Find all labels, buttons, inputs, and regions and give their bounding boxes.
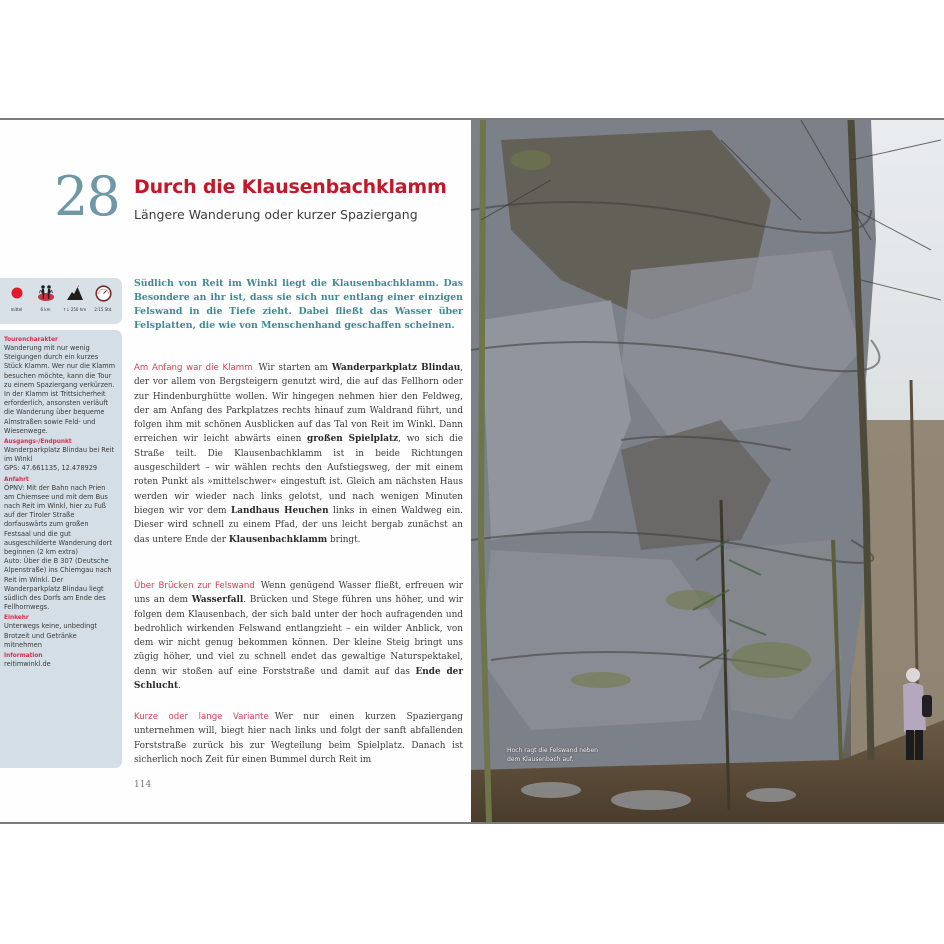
photo-rock-wall xyxy=(471,120,944,822)
info-website-link[interactable]: reitimwinkl.de xyxy=(4,660,51,669)
rock-wall-photo-illustration xyxy=(471,120,944,822)
hikers-icon xyxy=(37,284,55,302)
left-page xyxy=(0,120,471,822)
section-heading: Am Anfang war die Klamm xyxy=(134,363,253,373)
info-anfahrt: Anfahrt ÖPNV: Mit der Bahn nach Prien am Chiemsee und mit dem Bus nach Reit im Winkl, hier zu Fuß auf der Tiroler Straße dorfauswärts zum großen Festsaal und die gut ausgeschilderte Wanderung dort beginnen (2 km extra) Auto: Über die B 307 (Deutsche Alpenstraße) ins Chiemgau nach Reit im Winkl. Der Wanderparkplatz Blindau liegt südlich des Dorfs am Ende des Fellhornwegs. xyxy=(4,476,112,612)
tour-title: Durch die Klausenbachklamm xyxy=(134,176,447,198)
highlighted-place: Klausenbachklamm xyxy=(228,534,328,545)
book-spread xyxy=(0,118,944,824)
info-information: Information reitimwinkl.de xyxy=(4,652,116,669)
info-einkehr: Einkehr Unterwegs keine, unbedingt Brotzeit und Getränke mitnehmen xyxy=(4,615,97,649)
info-box xyxy=(0,330,122,768)
section-am-anfang: Am Anfang war die Klamm Wir starten am Wanderparkplatz Blindau, der vor allem von Bergsteigern genutzt wird, die auf das Fellhorn oder zur Hindenburghütte wollen. Wir hingegen nehmen hier den Feldweg, der am Anfang des Parkplatzes rechts hinauf zum Waldrand führt, und folgen ihm mit schönen Ausblicken auf das Tal von Reit im Winkl. Dann erreichen wir leicht abwärts einen großen Spielplatz, wo sich die Straße teilt. Die Klausenbachklamm ist in beide Richtungen ausgeschildert – wir wählen rechts den Aufstiegsweg, der mit einem roten Punkt als »mittelschwer« eingestuft ist. Gleich am nächsten Haus werden wir wieder nach links gelotst, und nach wenigen Minuten biegen wir vor dem Landhaus Heuchen links in einen Waldweg ein. Dieser wird schnell zu einem Pfad, der uns leicht bergab zunächst an das untere Ende der Klausenbachklamm bringt. xyxy=(134,363,464,545)
stat-ascent: ↑↓ 250 hm xyxy=(61,284,89,312)
highlighted-place: großen Spielplatz xyxy=(307,434,399,445)
info-start-end: Ausgangs-/Endpunkt Wanderparkplatz Blindau bei Reit im Winkl GPS: 47.661135, 12.478929 xyxy=(4,439,115,473)
gps-coordinates: GPS: 47.661135, 12.478929 xyxy=(4,464,98,473)
highlighted-place: Wasserfall xyxy=(191,595,244,606)
highlighted-place: Wanderparkplatz Blindau xyxy=(331,363,461,373)
section-kurze-lange-variante: Kurze oder lange Variante Wer nur einen kurzen Spaziergang unternehmen will, biegt hier nach links und folgt der sanft abfallenden Forststraße zurück bis zur Wegteilung beim Spielplatz. Danach ist sicherlich noch Zeit für einen Bummel durch Reit im xyxy=(134,712,463,765)
section-heading: Kurze oder lange Variante xyxy=(134,712,269,722)
stat-duration: 2:15 Std. xyxy=(90,284,118,312)
ascent-mountain-icon xyxy=(66,284,84,302)
info-tourencharakter: Tourencharakter Wanderung mit nur wenig Steigungen durch ein kurzes Stück Klamm. Wer nur die Klamm besuchen möchte, kann die Tour zu einem Spaziergang verkürzen. In der Klamm ist Trittsicherheit erforderlich, ansonsten verläuft die Wanderung über bequeme Almstraßen sowie Feld- und Wiesenwege. xyxy=(4,337,116,435)
difficulty-dot-icon xyxy=(8,284,26,302)
stat-distance: 6 km xyxy=(32,284,60,312)
lead-paragraph: Südlich von Reit im Winkl liegt die Klausenbachklamm. Das Besondere an ihr ist, dass sie sich nur entlang einer einzigen Felswand in die Tiefe zieht. Dabei fließt das Wasser über Felsplatten, die wie von Menschenhand geschaffen scheinen. xyxy=(134,278,463,332)
page-number: 114 xyxy=(134,780,152,790)
section-ueber-bruecken: Über Brücken zur Felswand Wenn genügend Wasser fließt, erfreuen wir uns an dem Wasserfall. Brücken und Stege führen uns höher, und wir folgen dem Klausenbach, der sich bald unter der hoch aufragenden und bedrohlich wirkenden Felswand entlangzieht – ein wilder Anblick, von dem wir nicht genug bekommen können. Der kleine Steig bringt uns zügig höher, und viel zu schnell endet das gewaltige Naturspektakel, denn wir stoßen auf eine Forststraße und damit auf das Ende der Schlucht. xyxy=(134,581,463,692)
photo-caption: Hoch ragt die Felswand neben dem Klausenbach auf. xyxy=(507,747,598,763)
highlighted-place: Landhaus Heuchen xyxy=(231,505,329,516)
section-heading: Über Brücken zur Felswand xyxy=(134,581,255,591)
tour-number: 28 xyxy=(54,165,119,228)
stats-panel xyxy=(0,278,122,324)
highlighted-place: Ende der Schlucht xyxy=(134,666,463,692)
tour-subtitle: Längere Wanderung oder kurzer Spaziergang xyxy=(134,207,418,222)
clock-icon xyxy=(95,284,113,302)
stat-difficulty: mittel xyxy=(3,284,31,312)
